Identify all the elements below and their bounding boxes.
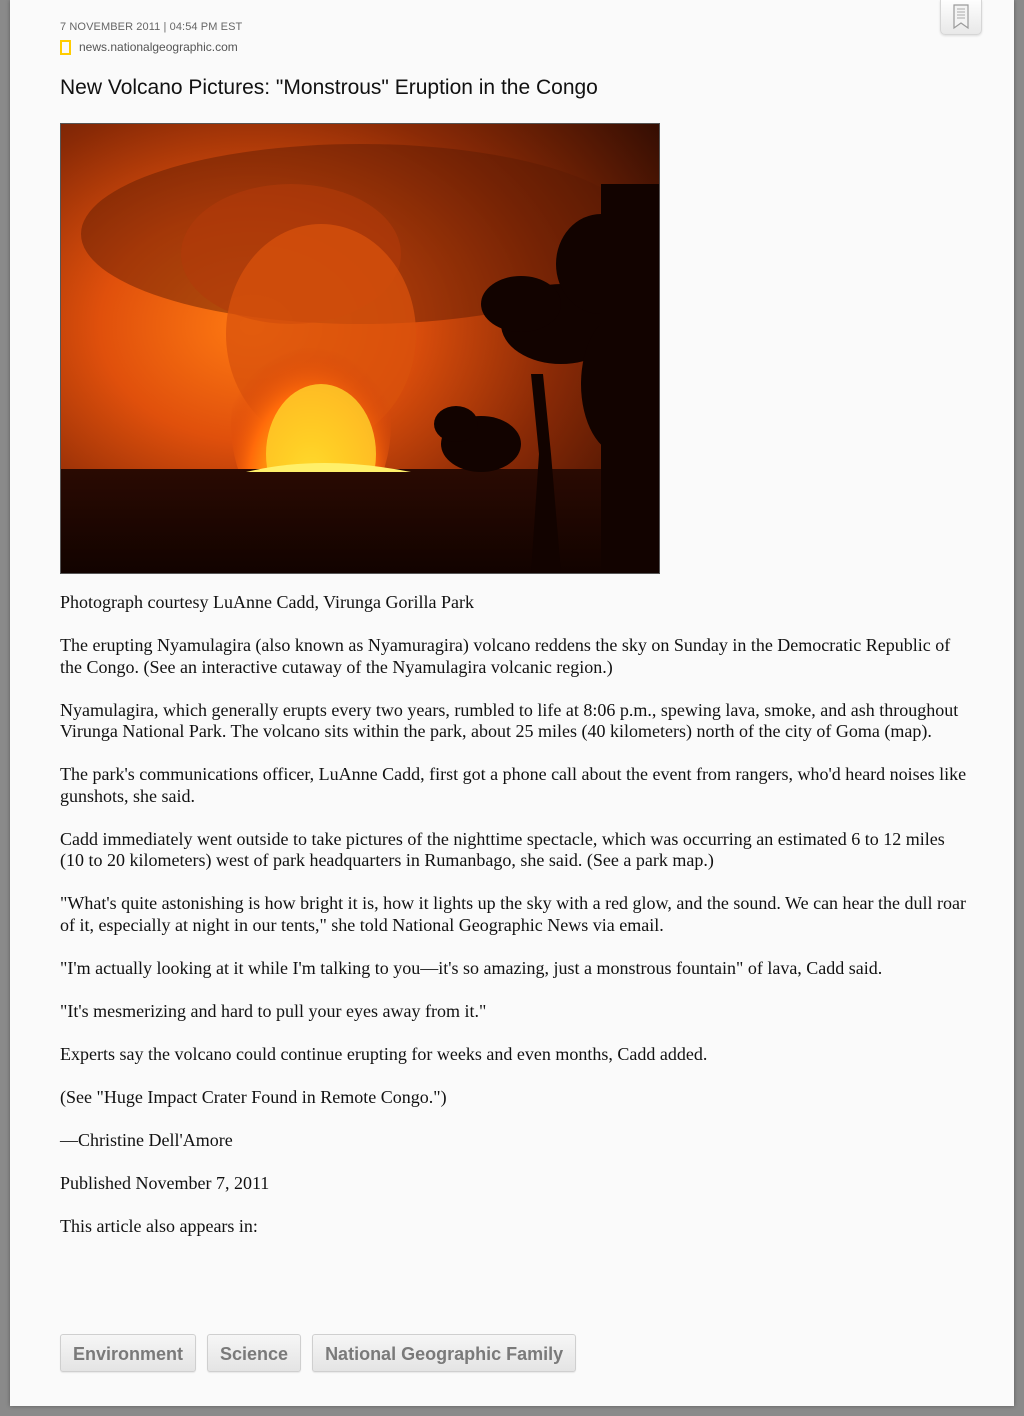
tag-national-geographic-family-button[interactable]: National Geographic Family [312, 1334, 576, 1372]
dateline: 7 NOVEMBER 2011 | 04:54 PM EST [60, 21, 243, 33]
bookmark-icon [952, 4, 970, 30]
photo-credit: Photograph courtesy LuAnne Cadd, Virunga Gorilla Park [60, 592, 475, 612]
paragraph: "What's quite astonishing is how bright it is, how it lights up the sky with a red glow, and the sound. We can hear the dull roar of it, especially at night in our tents," she told National Geographic News via email. [60, 893, 967, 935]
volcano-photo [60, 123, 660, 574]
tag-environment-button[interactable]: Environment [60, 1334, 196, 1372]
national-geographic-logo-icon [60, 40, 71, 55]
article-body [60, 592, 972, 1259]
paragraph: The park's communications officer, LuAnne Cadd, first got a phone call about the event from rangers, who'd heard noises like gunshots, she said. [60, 764, 967, 806]
article-title: New Volcano Pictures: "Monstrous" Eruption in the Congo [60, 76, 598, 99]
paragraph: Experts say the volcano could continue erupting for weeks and even months, Cadd added. [60, 1043, 708, 1064]
bookmark-button[interactable] [940, 0, 982, 35]
source-domain: news.nationalgeographic.com [79, 40, 238, 54]
category-tags [60, 1334, 587, 1372]
tag-science-button[interactable]: Science [207, 1334, 301, 1372]
paragraph: Cadd immediately went outside to take pictures of the nighttime spectacle, which was occurring an estimated 6 to 12 miles (10 to 20 kilometers) west of park headquarters in Rumanbago, she said. (See a park map.) [60, 828, 945, 870]
also-appears-label: This article also appears in: [60, 1215, 258, 1236]
paragraph: Nyamulagira, which generally erupts every two years, rumbled to life at 8:06 p.m., spewing lava, smoke, and ash throughout Virunga National Park. The volcano sits within the park, about 25 miles (40 kilometers) north of the city of Goma (map). [60, 699, 959, 741]
paragraph: "It's mesmerizing and hard to pull your eyes away from it." [60, 1000, 487, 1021]
source-link[interactable] [60, 39, 238, 55]
eruption-image [61, 124, 659, 573]
paragraph: (See "Huge Impact Crater Found in Remote Congo.") [60, 1086, 447, 1107]
author-byline: —Christine Dell'Amore [60, 1129, 233, 1150]
paragraph: The erupting Nyamulagira (also known as Nyamuragira) volcano reddens the sky on Sunday in the Democratic Republic of the Congo. (See an interactive cutaway of the Nyamulagira volcanic region.) [60, 635, 951, 677]
published-date: Published November 7, 2011 [60, 1172, 270, 1193]
article-page [10, 0, 1014, 1406]
paragraph: "I'm actually looking at it while I'm talking to you—it's so amazing, just a monstrous fountain" of lava, Cadd said. [60, 957, 883, 978]
